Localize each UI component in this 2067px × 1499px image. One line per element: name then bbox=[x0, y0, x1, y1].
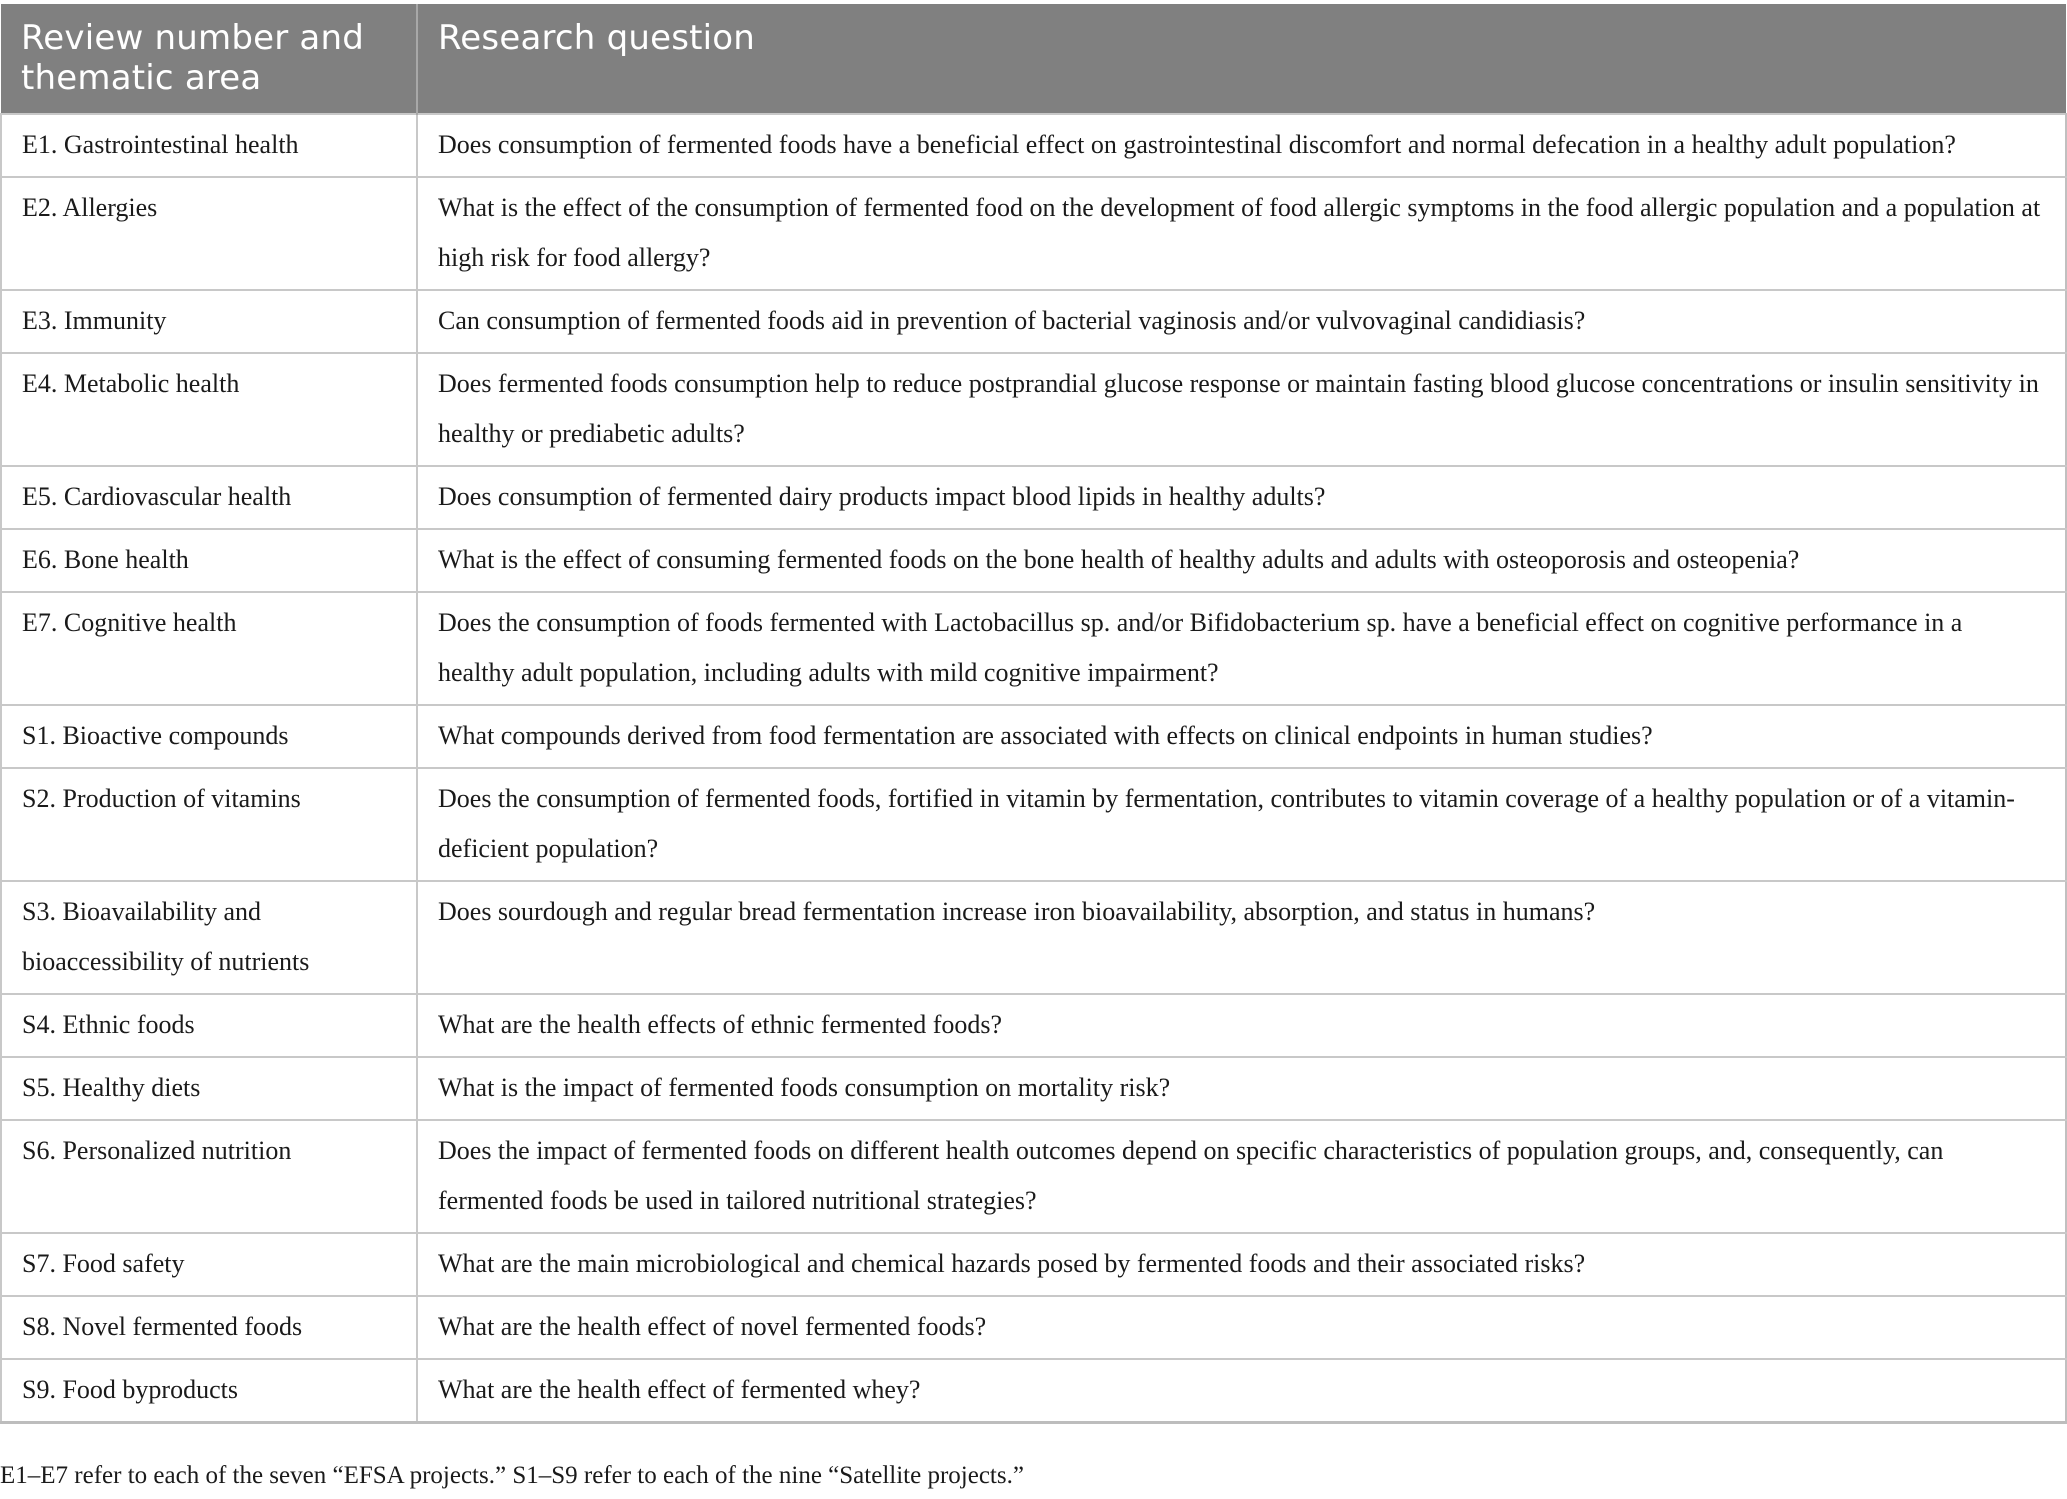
thematic-area-cell: E2. Allergies bbox=[1, 177, 417, 290]
thematic-area-cell: S4. Ethnic foods bbox=[1, 994, 417, 1057]
thematic-area-cell: S1. Bioactive compounds bbox=[1, 705, 417, 768]
research-question-cell: Does consumption of fermented dairy products impact blood lipids in healthy adults? bbox=[417, 466, 2066, 529]
table-header bbox=[1, 4, 2066, 114]
research-question-cell: What are the main microbiological and chemical hazards posed by fermented foods and their associated risks? bbox=[417, 1233, 2066, 1296]
table-row bbox=[1, 592, 2066, 705]
header-research-question: Research question bbox=[417, 4, 2066, 114]
review-table-container bbox=[0, 4, 2065, 1424]
table-row bbox=[1, 1233, 2066, 1296]
research-question-cell: What is the impact of fermented foods consumption on mortality risk? bbox=[417, 1057, 2066, 1120]
table-row bbox=[1, 994, 2066, 1057]
thematic-area-cell: E6. Bone health bbox=[1, 529, 417, 592]
table-row bbox=[1, 768, 2066, 881]
thematic-area-cell: S5. Healthy diets bbox=[1, 1057, 417, 1120]
table-row bbox=[1, 177, 2066, 290]
research-question-cell: Does the impact of fermented foods on different health outcomes depend on specific characteristics of population groups, and, consequently, can fermented foods be used in tailored nutritional strategies? bbox=[417, 1120, 2066, 1233]
research-question-cell: Does consumption of fermented foods have a beneficial effect on gastrointestinal discomfort and normal defecation in a healthy adult population? bbox=[417, 114, 2066, 177]
research-question-cell: What is the effect of consuming fermented foods on the bone health of healthy adults and adults with osteoporosis and osteopenia? bbox=[417, 529, 2066, 592]
review-table bbox=[0, 4, 2067, 1424]
table-row bbox=[1, 705, 2066, 768]
table-body bbox=[1, 114, 2066, 1423]
research-question-cell: Can consumption of fermented foods aid in prevention of bacterial vaginosis and/or vulvovaginal candidiasis? bbox=[417, 290, 2066, 353]
table-footnote: E1–E7 refer to each of the seven “EFSA projects.” S1–S9 refer to each of the nine “Satellite projects.” bbox=[0, 1462, 1024, 1489]
table-row bbox=[1, 353, 2066, 466]
research-question-cell: What are the health effects of ethnic fermented foods? bbox=[417, 994, 2066, 1057]
thematic-area-cell: S7. Food safety bbox=[1, 1233, 417, 1296]
table-row bbox=[1, 881, 2066, 994]
thematic-area-cell: S3. Bioavailability and bioaccessibility of nutrients bbox=[1, 881, 417, 994]
table-row bbox=[1, 114, 2066, 177]
research-question-cell: Does sourdough and regular bread fermentation increase iron bioavailability, absorption, and status in humans? bbox=[417, 881, 2066, 994]
table-row bbox=[1, 1296, 2066, 1359]
thematic-area-cell: S6. Personalized nutrition bbox=[1, 1120, 417, 1233]
table-row bbox=[1, 529, 2066, 592]
thematic-area-cell: S9. Food byproducts bbox=[1, 1359, 417, 1423]
table-row bbox=[1, 1120, 2066, 1233]
thematic-area-cell: E1. Gastrointestinal health bbox=[1, 114, 417, 177]
research-question-cell: What compounds derived from food fermentation are associated with effects on clinical endpoints in human studies? bbox=[417, 705, 2066, 768]
research-question-cell: Does fermented foods consumption help to reduce postprandial glucose response or maintain fasting blood glucose concentrations or insulin sensitivity in healthy or prediabetic adults? bbox=[417, 353, 2066, 466]
research-question-cell: What are the health effect of fermented whey? bbox=[417, 1359, 2066, 1423]
header-row bbox=[1, 4, 2066, 114]
research-question-cell: Does the consumption of foods fermented with Lactobacillus sp. and/or Bifidobacterium sp. have a beneficial effect on cognitive performance in a healthy adult population, including adults with mild cognitive impairment? bbox=[417, 592, 2066, 705]
research-question-cell: Does the consumption of fermented foods, fortified in vitamin by fermentation, contributes to vitamin coverage of a healthy population or of a vitamin-deficient population? bbox=[417, 768, 2066, 881]
research-question-cell: What are the health effect of novel fermented foods? bbox=[417, 1296, 2066, 1359]
table-row bbox=[1, 290, 2066, 353]
table-row bbox=[1, 1359, 2066, 1423]
table-row bbox=[1, 466, 2066, 529]
thematic-area-cell: E5. Cardiovascular health bbox=[1, 466, 417, 529]
research-question-cell: What is the effect of the consumption of fermented food on the development of food allergic symptoms in the food allergic population and a population at high risk for food allergy? bbox=[417, 177, 2066, 290]
thematic-area-cell: S8. Novel fermented foods bbox=[1, 1296, 417, 1359]
thematic-area-cell: E7. Cognitive health bbox=[1, 592, 417, 705]
thematic-area-cell: E3. Immunity bbox=[1, 290, 417, 353]
thematic-area-cell: E4. Metabolic health bbox=[1, 353, 417, 466]
table-row bbox=[1, 1057, 2066, 1120]
thematic-area-cell: S2. Production of vitamins bbox=[1, 768, 417, 881]
header-review-number-and-thematic-area: Review number and thematic area bbox=[1, 4, 417, 114]
